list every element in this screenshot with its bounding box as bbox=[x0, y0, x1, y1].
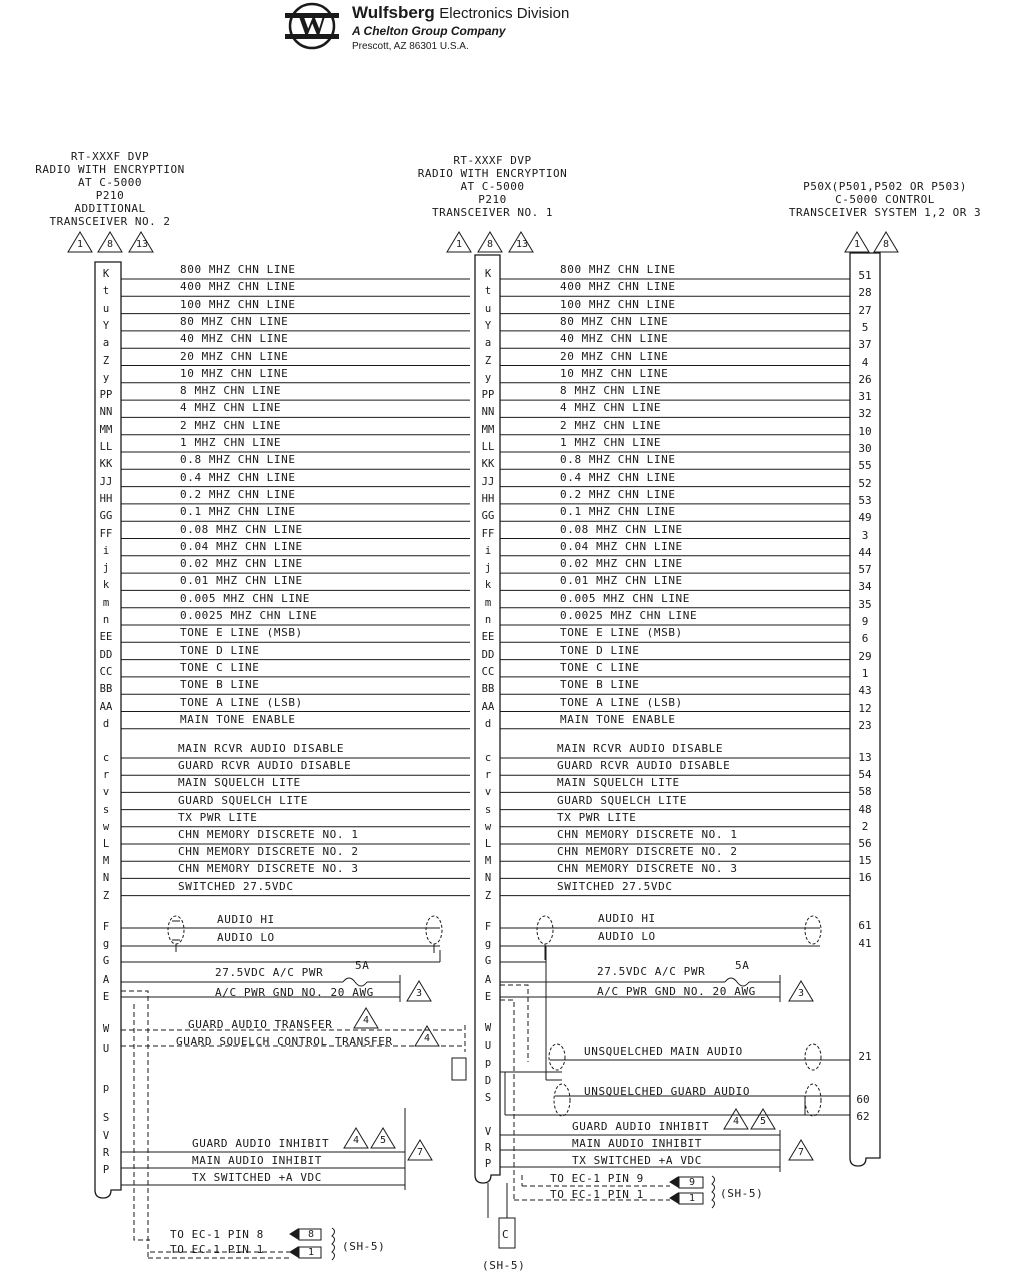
mid-signal-label: 40 MHZ CHN LINE bbox=[560, 332, 669, 346]
mid-lower-pin: U bbox=[484, 1040, 492, 1052]
mid-signal-label: 400 MHZ CHN LINE bbox=[560, 280, 676, 294]
left-signal-label: CHN MEMORY DISCRETE NO. 1 bbox=[178, 828, 359, 841]
p50-pin-audio-lo: 41 bbox=[858, 937, 872, 950]
left-signal-label: 10 MHZ CHN LINE bbox=[180, 366, 289, 380]
left-pin-label: Y bbox=[102, 319, 110, 332]
mid-pin-label: M bbox=[484, 855, 492, 868]
mid-main-inhibit-label: MAIN AUDIO INHIBIT bbox=[572, 1137, 703, 1150]
p50-pin-number: 3 bbox=[861, 528, 869, 542]
p50-pin-number: 4 bbox=[861, 355, 869, 369]
left-signal-label: GUARD RCVR AUDIO DISABLE bbox=[178, 759, 352, 773]
p50-pin-number: 44 bbox=[858, 545, 872, 559]
mid-pin-label: FF bbox=[481, 527, 495, 540]
left-pin-label: c bbox=[102, 752, 110, 764]
left-signal-label: MAIN SQUELCH LITE bbox=[178, 776, 301, 790]
left-pin-label: t bbox=[102, 285, 110, 298]
left-signal-label: CHN MEMORY DISCRETE NO. 2 bbox=[178, 845, 359, 859]
mid-signal-label: 20 MHZ CHN LINE bbox=[560, 349, 669, 363]
left-signal-label: TX PWR LITE bbox=[178, 810, 258, 824]
left-pin-label: n bbox=[102, 614, 110, 626]
audio-shield-left-2 bbox=[426, 916, 442, 953]
left-transfer-pin: U bbox=[102, 1043, 110, 1055]
left-signal-label: TONE C LINE bbox=[180, 660, 260, 674]
left-signal-label: 0.1 MHZ CHN LINE bbox=[180, 505, 296, 519]
mid-signal-label: TONE B LINE bbox=[560, 678, 640, 692]
p50-pin-number: 55 bbox=[858, 459, 872, 473]
mid-signal-label: 80 MHZ CHN LINE bbox=[560, 314, 669, 328]
left-signal-label: CHN MEMORY DISCRETE NO. 3 bbox=[178, 862, 359, 876]
mid-signal-label: TONE C LINE bbox=[560, 660, 640, 674]
left-signal-label: 20 MHZ CHN LINE bbox=[180, 349, 289, 363]
mid-signal-label: MAIN RCVR AUDIO DISABLE bbox=[557, 742, 724, 755]
left-connector-body bbox=[95, 262, 121, 1198]
note-number: 13 bbox=[516, 239, 529, 250]
left-signal-label: 0.4 MHZ CHN LINE bbox=[180, 470, 296, 484]
left-pin-label: CC bbox=[99, 665, 113, 678]
p50-pin-unsquelched-guard-b: 62 bbox=[856, 1110, 870, 1123]
left-power-label: 27.5VDC A/C PWR bbox=[215, 966, 324, 979]
left-pin-label: NN bbox=[99, 406, 113, 419]
left-signal-label: 0.8 MHZ CHN LINE bbox=[180, 453, 296, 467]
mid-pin-label: GG bbox=[481, 510, 495, 523]
mid-signal-label: TX PWR LITE bbox=[557, 810, 637, 824]
left-signal-label: 0.02 MHZ CHN LINE bbox=[180, 557, 303, 571]
mid-pin-label: j bbox=[484, 562, 492, 575]
left-audio-lo-label: AUDIO LO bbox=[217, 931, 275, 944]
mid-signal-label: CHN MEMORY DISCRETE NO. 2 bbox=[557, 845, 738, 859]
left-pin-label: JJ bbox=[99, 475, 113, 488]
mid-ground-label: A/C PWR GND NO. 20 AWG bbox=[597, 985, 756, 998]
p50-pin-number: 52 bbox=[858, 476, 872, 490]
unsquelched-guard-label: UNSQUELCHED GUARD AUDIO bbox=[584, 1085, 751, 1098]
mid-pin-label: m bbox=[484, 596, 492, 609]
mid-signal-label: GUARD RCVR AUDIO DISABLE bbox=[557, 759, 731, 773]
left-lower-pin: S bbox=[102, 1112, 110, 1124]
mid-pin-label: k bbox=[484, 579, 492, 592]
note-number: 4 bbox=[423, 1033, 431, 1044]
left-pin-label: PP bbox=[99, 389, 113, 402]
note-number: 8 bbox=[486, 239, 494, 250]
mid-signal-label: MAIN TONE ENABLE bbox=[560, 712, 676, 726]
p50-pin-number: 58 bbox=[858, 785, 872, 799]
left-signal-label: 2 MHZ CHN LINE bbox=[180, 418, 282, 432]
left-audio-pin: F bbox=[102, 921, 110, 933]
mid-signal-label: 0.005 MHZ CHN LINE bbox=[560, 591, 691, 605]
note-number: 5 bbox=[759, 1116, 767, 1127]
p50-pin-number: 51 bbox=[858, 269, 872, 282]
mid-signal-label: 0.1 MHZ CHN LINE bbox=[560, 505, 676, 519]
mid-fuse-label: 5A bbox=[735, 959, 750, 972]
audio-shield-right bbox=[805, 916, 821, 944]
left-ec-pin1-label: TO EC-1 PIN 1 bbox=[170, 1243, 264, 1256]
note-number: 1 bbox=[853, 239, 861, 250]
mid-pin-label: LL bbox=[481, 441, 495, 453]
mid-lower-pin: p bbox=[484, 1057, 492, 1069]
mid-signal-label: 0.02 MHZ CHN LINE bbox=[560, 557, 683, 571]
mid-pin-label: t bbox=[484, 285, 492, 298]
left-signal-label: 0.04 MHZ CHN LINE bbox=[180, 539, 303, 553]
note-number: 8 bbox=[106, 239, 114, 250]
mid-pin-label: d bbox=[484, 717, 492, 730]
mid-power-pin: A bbox=[484, 974, 492, 986]
p50-pin-number: 57 bbox=[858, 563, 872, 577]
bottom-sheet-ref: (SH-5) bbox=[482, 1259, 526, 1272]
left-pin-label: a bbox=[102, 337, 110, 350]
note-number: 7 bbox=[416, 1147, 424, 1158]
svg-text:W: W bbox=[297, 9, 327, 42]
p50-pin-number: 23 bbox=[858, 718, 872, 732]
bottom-box-label: C bbox=[502, 1228, 510, 1241]
mid-ec-pin1-label: TO EC-1 PIN 1 bbox=[550, 1188, 644, 1201]
mid-signal-label: 2 MHZ CHN LINE bbox=[560, 418, 662, 432]
mid-signal-label: TONE D LINE bbox=[560, 643, 640, 657]
mid-signal-label: 10 MHZ CHN LINE bbox=[560, 366, 669, 380]
left-signal-label: 0.08 MHZ CHN LINE bbox=[180, 522, 303, 536]
mid-ec-box1: 1 bbox=[688, 1193, 696, 1204]
mid-pin-label: w bbox=[484, 820, 492, 833]
left-guard-inhibit-label: GUARD AUDIO INHIBIT bbox=[192, 1137, 330, 1150]
left-signal-label: 100 MHZ CHN LINE bbox=[180, 297, 296, 311]
company-subtitle: A Chelton Group Company bbox=[352, 24, 506, 38]
mid-pin-label: N bbox=[484, 872, 492, 885]
left-pin-label: EE bbox=[99, 631, 113, 644]
left-pin-label: LL bbox=[99, 441, 113, 453]
note-number: 13 bbox=[136, 239, 149, 250]
left-pin-label: N bbox=[102, 872, 110, 885]
left-pin-label: MM bbox=[99, 423, 113, 436]
left-signal-label: 40 MHZ CHN LINE bbox=[180, 332, 289, 346]
mid-pin-label: CC bbox=[481, 665, 495, 678]
left-audio-pin: G bbox=[102, 955, 110, 967]
mid-side-box bbox=[452, 1058, 466, 1080]
p50-pin-number: 32 bbox=[858, 407, 872, 421]
p50-pin-number: 2 bbox=[861, 819, 869, 833]
left-pin-label: HH bbox=[99, 492, 113, 505]
mid-pin-label: BB bbox=[481, 683, 495, 696]
left-pin-label: d bbox=[102, 717, 110, 730]
left-signal-label: 80 MHZ CHN LINE bbox=[180, 314, 289, 328]
left-signal-label: GUARD SQUELCH LITE bbox=[178, 793, 309, 807]
left-signal-label: TONE A LINE (LSB) bbox=[180, 695, 303, 709]
p50-pin-number: 31 bbox=[858, 390, 872, 404]
note-number: 5 bbox=[379, 1135, 387, 1146]
p50-pin-unsquelched-main: 21 bbox=[858, 1050, 872, 1063]
left-tx-switched-label: TX SWITCHED +A VDC bbox=[192, 1171, 323, 1184]
left-fuse-label: 5A bbox=[355, 959, 370, 972]
note-number: 3 bbox=[797, 988, 805, 999]
mid-signal-label: 4 MHZ CHN LINE bbox=[560, 401, 662, 415]
note-number: 4 bbox=[352, 1135, 360, 1146]
mid-pin-label: DD bbox=[481, 648, 495, 661]
mid-guard-inhibit-label: GUARD AUDIO INHIBIT bbox=[572, 1120, 710, 1133]
p50-pin-number: 34 bbox=[858, 580, 872, 594]
note-number: 7 bbox=[797, 1147, 805, 1158]
note-number: 8 bbox=[882, 239, 890, 250]
mid-audio-lo-label: AUDIO LO bbox=[598, 930, 656, 943]
left-pin-label: u bbox=[102, 302, 110, 315]
p50-pin-number: 28 bbox=[858, 286, 872, 300]
mid-audio-pin: g bbox=[484, 938, 492, 950]
left-pin-label: y bbox=[102, 371, 110, 384]
left-signal-label: 0.005 MHZ CHN LINE bbox=[180, 591, 311, 605]
note-number: 4 bbox=[362, 1015, 370, 1026]
left-signal-label: 400 MHZ CHN LINE bbox=[180, 280, 296, 294]
mid-pin-label: Z bbox=[484, 889, 492, 902]
left-ec-sheet-ref: (SH-5) bbox=[342, 1240, 386, 1253]
mid-pin-label: JJ bbox=[481, 475, 495, 488]
mid-ec-sheet-ref: (SH-5) bbox=[720, 1187, 764, 1200]
guard-audio-transfer-label: GUARD AUDIO TRANSFER bbox=[188, 1018, 333, 1031]
mid-signal-label: 1 MHZ CHN LINE bbox=[560, 436, 662, 449]
p50-pin-number: 15 bbox=[858, 854, 872, 868]
left-pin-label: GG bbox=[99, 510, 113, 523]
left-ec-box1: 1 bbox=[307, 1247, 315, 1258]
mid-signal-label: 0.4 MHZ CHN LINE bbox=[560, 470, 676, 484]
left-signal-label: 8 MHZ CHN LINE bbox=[180, 384, 282, 398]
p50-pin-number: 1 bbox=[861, 666, 869, 680]
mid-ec-pin9-label: TO EC-1 PIN 9 bbox=[550, 1172, 644, 1185]
left-main-inhibit-label: MAIN AUDIO INHIBIT bbox=[192, 1154, 323, 1167]
p50-pin-number: 37 bbox=[858, 338, 872, 352]
left-signal-label: 800 MHZ CHN LINE bbox=[180, 263, 296, 276]
left-pin-label: s bbox=[102, 803, 110, 816]
mid-signal-label: 100 MHZ CHN LINE bbox=[560, 297, 676, 311]
left-pin-label: AA bbox=[99, 700, 113, 713]
division-name: Electronics Division bbox=[439, 5, 570, 22]
mid-pin-label: Y bbox=[484, 319, 492, 332]
p50-pin-unsquelched-guard-a: 60 bbox=[856, 1093, 870, 1106]
left-connector-title: RT-XXXF DVP RADIO WITH ENCRYPTION AT C-5000 P210 ADDITIONAL TRANSCEIVER NO. 2 bbox=[35, 150, 185, 228]
left-ground-label: A/C PWR GND NO. 20 AWG bbox=[215, 986, 374, 999]
left-transfer-pin: W bbox=[102, 1023, 110, 1035]
mid-power-pin: E bbox=[484, 991, 492, 1003]
mid-pin-label: v bbox=[484, 786, 492, 799]
left-lower-pin: R bbox=[102, 1147, 110, 1159]
mid-audio-pin: G bbox=[484, 955, 492, 967]
left-pin-label: r bbox=[102, 769, 110, 782]
p50-pin-number: 10 bbox=[858, 424, 872, 438]
mid-ec-box9: 9 bbox=[688, 1177, 696, 1188]
mid-signal-label: SWITCHED 27.5VDC bbox=[557, 879, 673, 893]
left-signal-label: 1 MHZ CHN LINE bbox=[180, 436, 282, 449]
left-signal-label: TONE B LINE bbox=[180, 678, 260, 692]
left-signal-label: MAIN RCVR AUDIO DISABLE bbox=[178, 742, 345, 755]
mid-pin-label: AA bbox=[481, 700, 495, 713]
mid-pin-label: r bbox=[484, 769, 492, 782]
left-signal-label: 0.01 MHZ CHN LINE bbox=[180, 574, 303, 588]
mid-pin-label: c bbox=[484, 752, 492, 764]
p50-pin-number: 48 bbox=[858, 802, 872, 816]
p50-pin-number: 9 bbox=[861, 615, 869, 628]
unsquelched-main-label: UNSQUELCHED MAIN AUDIO bbox=[584, 1045, 743, 1058]
mid-signal-label: 0.08 MHZ CHN LINE bbox=[560, 522, 683, 536]
left-lower-pin: V bbox=[102, 1130, 110, 1142]
mid-audio-hi-label: AUDIO HI bbox=[598, 912, 656, 925]
mid-signal-label: TONE E LINE (MSB) bbox=[560, 626, 683, 640]
left-lower-pin: P bbox=[102, 1164, 110, 1176]
mid-pin-label: a bbox=[484, 337, 492, 350]
mid-pin-label: n bbox=[484, 614, 492, 626]
left-ec-box8: 8 bbox=[307, 1229, 315, 1240]
mid-pin-label: u bbox=[484, 302, 492, 315]
audio-shield-mid bbox=[537, 916, 553, 960]
p50-pin-number: 29 bbox=[858, 649, 872, 663]
mid-lower-pin: W bbox=[484, 1022, 492, 1034]
left-signal-label: 0.2 MHZ CHN LINE bbox=[180, 487, 296, 501]
mid-pin-label: i bbox=[484, 544, 492, 557]
mid-signal-label: CHN MEMORY DISCRETE NO. 3 bbox=[557, 862, 738, 876]
right-connector-title: P50X(P501,P502 OR P503) C-5000 CONTROL TRANSCEIVER SYSTEM 1,2 OR 3 bbox=[788, 180, 982, 219]
left-signal-label: SWITCHED 27.5VDC bbox=[178, 879, 294, 893]
mid-signal-label: 0.2 MHZ CHN LINE bbox=[560, 487, 676, 501]
mid-signal-label: 800 MHZ CHN LINE bbox=[560, 263, 676, 276]
mid-pin-label: s bbox=[484, 803, 492, 816]
p50-pin-number: 26 bbox=[858, 372, 872, 386]
left-power-pin: A bbox=[102, 974, 110, 986]
p50-pin-number: 27 bbox=[858, 303, 872, 317]
left-pin-label: v bbox=[102, 786, 110, 799]
left-pin-label: Z bbox=[102, 354, 110, 367]
left-pin-label: L bbox=[102, 838, 110, 850]
mid-pin-label: KK bbox=[481, 458, 495, 471]
mid-lower-pin: V bbox=[484, 1126, 492, 1138]
left-ec-pin8-label: TO EC-1 PIN 8 bbox=[170, 1228, 264, 1241]
left-pin-label: KK bbox=[99, 458, 113, 471]
left-audio-hi-label: AUDIO HI bbox=[217, 913, 275, 926]
mid-signal-label: GUARD SQUELCH LITE bbox=[557, 793, 688, 807]
guard-squelch-transfer-label: GUARD SQUELCH CONTROL TRANSFER bbox=[176, 1035, 393, 1048]
mid-lower-pin: P bbox=[484, 1158, 492, 1170]
note-number: 4 bbox=[732, 1116, 740, 1127]
left-pin-label: i bbox=[102, 544, 110, 557]
left-signal-label: MAIN TONE ENABLE bbox=[180, 712, 296, 726]
p50-pin-number: 56 bbox=[858, 837, 872, 850]
left-signal-label: TONE E LINE (MSB) bbox=[180, 626, 303, 640]
note-number: 1 bbox=[455, 239, 463, 250]
p50-pin-audio-hi: 61 bbox=[858, 919, 872, 932]
mid-tx-switched-label: TX SWITCHED +A VDC bbox=[572, 1154, 703, 1167]
left-pin-label: BB bbox=[99, 683, 113, 696]
p50-pin-number: 53 bbox=[858, 493, 872, 507]
left-lower-pin: p bbox=[102, 1082, 110, 1094]
p50-pin-number: 5 bbox=[861, 320, 869, 334]
p50-pin-number: 12 bbox=[858, 701, 872, 715]
mid-pin-label: EE bbox=[481, 631, 495, 644]
left-signal-label: 4 MHZ CHN LINE bbox=[180, 401, 282, 415]
p50-pin-number: 16 bbox=[858, 871, 872, 885]
company-address: Prescott, AZ 86301 U.S.A. bbox=[352, 41, 469, 52]
mid-signal-label: 0.04 MHZ CHN LINE bbox=[560, 539, 683, 553]
left-pin-label: m bbox=[102, 596, 110, 609]
mid-pin-label: MM bbox=[481, 423, 495, 436]
mid-lower-pin: R bbox=[484, 1142, 492, 1154]
middle-connector-title: RT-XXXF DVP RADIO WITH ENCRYPTION AT C-5000 P210 TRANSCEIVER NO. 1 bbox=[417, 154, 568, 219]
mid-pin-label: NN bbox=[481, 406, 495, 419]
mid-audio-pin: F bbox=[484, 921, 492, 933]
mid-signal-label: MAIN SQUELCH LITE bbox=[557, 776, 680, 790]
mid-signal-label: TONE A LINE (LSB) bbox=[560, 695, 683, 709]
left-pin-label: k bbox=[102, 579, 110, 592]
mid-signal-label: 0.01 MHZ CHN LINE bbox=[560, 574, 683, 588]
mid-lower-pin: D bbox=[484, 1075, 492, 1087]
p50-pin-number: 49 bbox=[858, 511, 872, 525]
left-pin-label: DD bbox=[99, 648, 113, 661]
left-pin-label: FF bbox=[99, 527, 113, 540]
note-number: 3 bbox=[415, 988, 423, 999]
mid-pin-label: K bbox=[484, 268, 492, 280]
p50-pin-number: 54 bbox=[858, 768, 872, 782]
mid-signal-label: 8 MHZ CHN LINE bbox=[560, 384, 662, 398]
mid-lower-pin: S bbox=[484, 1092, 492, 1104]
mid-signal-label: 0.8 MHZ CHN LINE bbox=[560, 453, 676, 467]
p50-pin-number: 43 bbox=[858, 684, 872, 698]
left-pin-label: w bbox=[102, 820, 110, 833]
mid-pin-label: PP bbox=[481, 389, 495, 402]
mid-pin-label: Z bbox=[484, 354, 492, 367]
p50-pin-number: 6 bbox=[861, 632, 869, 646]
p50-pin-number: 13 bbox=[858, 751, 872, 764]
mid-signal-label: CHN MEMORY DISCRETE NO. 1 bbox=[557, 828, 738, 841]
left-pin-label: M bbox=[102, 855, 110, 868]
p50-pin-number: 30 bbox=[858, 442, 872, 455]
p50-pin-number: 35 bbox=[858, 597, 872, 611]
left-pin-label: Z bbox=[102, 889, 110, 902]
mid-signal-label: 0.0025 MHZ CHN LINE bbox=[560, 609, 698, 622]
mid-power-label: 27.5VDC A/C PWR bbox=[597, 965, 706, 978]
audio-shield-left bbox=[168, 916, 184, 952]
left-pin-label: j bbox=[102, 562, 110, 575]
left-signal-label: TONE D LINE bbox=[180, 643, 260, 657]
left-audio-pin: g bbox=[102, 938, 110, 950]
mid-pin-label: L bbox=[484, 838, 492, 850]
company-name: Wulfsberg bbox=[352, 3, 435, 22]
mid-pin-label: y bbox=[484, 371, 492, 384]
mid-pin-label: HH bbox=[481, 492, 495, 505]
left-signal-label: 0.0025 MHZ CHN LINE bbox=[180, 609, 318, 622]
note-number: 1 bbox=[76, 239, 84, 250]
left-pin-label: K bbox=[102, 268, 110, 280]
left-power-pin: E bbox=[102, 991, 110, 1003]
